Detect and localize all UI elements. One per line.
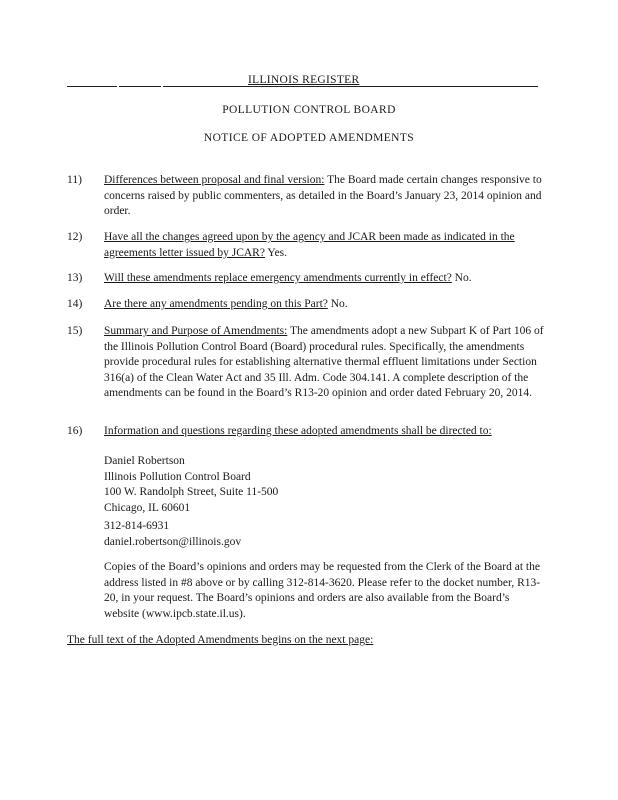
contact-name: Daniel Robertson — [104, 455, 185, 467]
board-title: POLLUTION CONTROL BOARD — [222, 104, 396, 116]
contact-street: 100 W. Randolph Street, Suite 11-500 — [104, 486, 279, 499]
item-question: Will these amendments replace emergency amendments currently in effect? — [104, 272, 452, 284]
item-body — [104, 173, 544, 220]
notice-title: NOTICE OF ADOPTED AMENDMENTS — [203, 132, 415, 144]
item-body — [104, 297, 544, 313]
contact-details — [104, 519, 524, 550]
contact-city: Chicago, IL 60601 — [104, 501, 191, 514]
item-body — [104, 324, 544, 402]
item-number: 16) — [67, 425, 83, 437]
full-text-note: The full text of the Adopted Amendments begins on the next page: — [67, 634, 374, 646]
item-number: 11) — [67, 174, 82, 186]
item-body — [104, 271, 544, 287]
register-title: ILLINOIS REGISTER — [248, 74, 360, 86]
contact-address — [104, 454, 524, 516]
item-number: 14) — [67, 298, 83, 310]
item-number: 12) — [67, 231, 83, 243]
item-question: Information and questions regarding these adopted amendments shall be directed to: — [104, 425, 492, 437]
register-header — [67, 72, 538, 88]
header-rule — [163, 86, 223, 87]
contact-org: Illinois Pollution Control Board — [104, 470, 251, 483]
item-answer: The Board made certain changes responsive to concerns raised by public commenters, as detailed in the Board’s January 23, 2014 opinion and order. — [104, 174, 542, 218]
item-answer: No. — [327, 298, 348, 310]
item-answer: No. — [451, 272, 472, 284]
item-question: Are there any amendments pending on this Part? — [104, 298, 328, 310]
item-question: Summary and Purpose of Amendments: — [104, 325, 288, 337]
item-answer: Yes. — [264, 246, 288, 259]
header-rule — [67, 86, 117, 87]
header-rule — [119, 86, 161, 87]
item-body — [104, 424, 544, 440]
item-body — [104, 230, 544, 261]
contact-phone: 312-814-6931 — [104, 520, 170, 532]
item-question: Have all the changes agreed upon by the agency and JCAR been made as indicated in the agreements letter issued by JCAR? — [104, 231, 515, 259]
item-question: Differences between proposal and final version: — [104, 174, 325, 186]
contact-email: daniel.robertson@illinois.gov — [104, 535, 242, 548]
item-answer: The amendments adopt a new Subpart K of Part 106 of the Illinois Pollution Control Board (Board) procedural rules. Specifically, the amendments provide procedural rules for establishing alternative thermal effluent limitations under Section 316(a) of the Clean Water Act and 35 Ill. Adm. Code 304.141. A complete description of the amendments can be found in the Board’s R13-20 opinion and order dated February 20, 2014. — [104, 325, 544, 400]
copies-paragraph: Copies of the Board’s opinions and orders may be requested from the Clerk of the Board at the address listed in #8 above or by calling 312-814-3620. Please refer to the docket number, R13-20, in your request. The Board’s opinions and orders are also available from the Board’s website (www.ipcb.state.il.us). — [104, 561, 541, 620]
item-number: 15) — [67, 325, 83, 337]
item-number: 13) — [67, 272, 83, 284]
